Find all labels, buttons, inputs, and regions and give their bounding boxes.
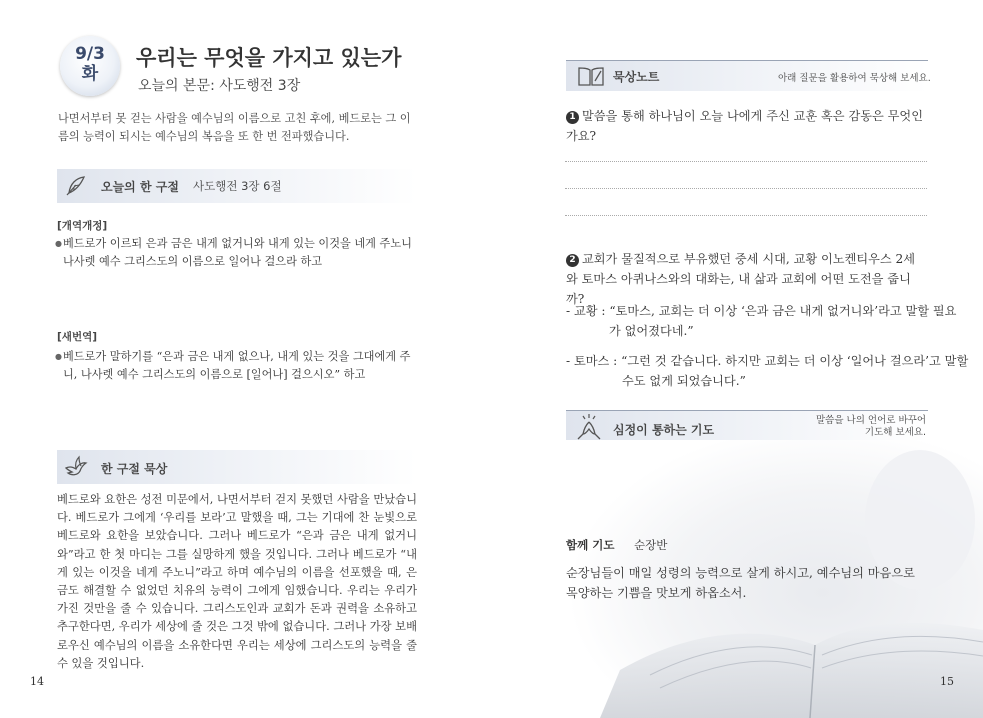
date-text: 9/3 xyxy=(75,44,105,64)
dialogue-thomas-text: “그런 것 같습니다. 하지만 교회는 더 이상 ‘일어나 걸으라’고 말할 수도 없게 되었습니다.” xyxy=(621,354,969,388)
verse-body-1: 베드로가 이르되 은과 금은 내게 없거니와 내게 있는 이것을 네게 주노니 나사렛 예수 그리스도의 이름으로 일어나 걸으라 하고 xyxy=(63,237,412,268)
question-2 xyxy=(566,249,926,309)
intro-text: 나면서부터 못 걷는 사람을 예수님의 이름으로 고친 후에, 베드로는 그 이름의 능력이 되시는 예수님의 복음을 또 한 번 전파했습니다. xyxy=(58,112,411,143)
meditation-section-label: 한 구절 묵상 xyxy=(101,462,168,476)
question-1 xyxy=(566,106,931,146)
verse-text-2 xyxy=(57,348,418,384)
together-text: 순장님들이 매일 성령의 능력으로 살게 하시고, 예수님의 마음으로 목양하는 기쁨을 맛보게 하옵소서. xyxy=(566,566,915,600)
feather-icon xyxy=(64,174,88,198)
question-2-text: 교회가 물질적으로 부유했던 중세 시대, 교황 이노켄티우스 2세와 토마스 아퀴나스와의 대화는, 내 삶과 교회에 어떤 도전을 줍니까? xyxy=(566,252,916,306)
page-title: 우리는 무엇을 가지고 있는가 xyxy=(136,46,402,70)
bullet-icon: ● xyxy=(55,352,62,361)
notes-hint: 아래 질문을 활용하여 묵상해 보세요. xyxy=(778,73,931,84)
meditation-text: 베드로와 요한은 성전 미문에서, 나면서부터 걷지 못했던 사람을 만났습니다. 베드로가 그에게 ‘우리를 보라’고 말했을 때, 그는 기대에 찬 눈빛으로 베드로와 요한을 보았습니다. 그러나 베드로가 “은과 금은 내게 없거니와”라고 한 첫 마디는 그를 실망하게 했을 것입니다. 그러나 베드로가 “내게 있는 이것을 네게 주노니”라고 하며 예수님의 이름을 선포했을 때, 은금도 해결할 수 없었던 치유의 능력이 그에게 임했습니다. 우리는 우리가 가진 것만을 줄 수 있습니다. 그리스도인과 교회가 돈과 권력을 소유하고 추구한다면, 우리가 세상에 줄 것은 그것 밖에 없습니다. 그러나 가장 보배로우신 예수님의 이름을 소유한다면 우리는 세상에 그리스도의 능력을 줄 수 있을 것입니다. xyxy=(57,493,417,670)
verse-section-label: 오늘의 한 구절 xyxy=(101,180,179,194)
date-badge xyxy=(60,36,120,96)
together-label: 함께 기도 xyxy=(566,538,615,552)
open-book-icon xyxy=(576,63,606,89)
verse-reference: 사도행전 3장 6절 xyxy=(193,179,282,193)
dove-icon xyxy=(63,454,89,480)
dialogue-pope-speaker: - 교황 : xyxy=(566,304,610,318)
answer-line-3[interactable] xyxy=(565,215,927,216)
together-group: 순장반 xyxy=(634,538,668,552)
notes-label: 묵상노트 xyxy=(613,70,660,84)
question-2-number: 2 xyxy=(566,254,579,267)
prayer-hint xyxy=(790,415,926,439)
dialogue-pope xyxy=(566,301,964,341)
question-1-text: 말씀을 통해 하나님이 오늘 나에게 주신 교훈 혹은 감동은 무엇인가요? xyxy=(566,109,923,143)
answer-line-2[interactable] xyxy=(565,188,927,189)
prayer-label: 심정이 통하는 기도 xyxy=(613,423,715,437)
verse-text-1 xyxy=(57,235,418,271)
page-subtitle: 오늘의 본문: 사도행전 3장 xyxy=(138,78,301,94)
verse-body-2: 베드로가 말하기를 “은과 금은 내게 없으나, 내게 있는 것을 그대에게 주니, 나사렛 예수 그리스도의 이름으로 [일어나] 걸으시오” 하고 xyxy=(63,350,411,381)
weekday-text: 화 xyxy=(81,64,99,84)
prayer-hint-line-2: 기도해 보세요. xyxy=(864,427,926,438)
answer-line-1[interactable] xyxy=(565,161,927,162)
page-number-right: 15 xyxy=(940,675,954,688)
page-number-left: 14 xyxy=(30,675,44,688)
dialogue-thomas-speaker: - 토마스 : xyxy=(566,354,622,368)
praying-hands-icon xyxy=(574,412,604,442)
dialogue-pope-text: “토마스, 교회는 더 이상 ‘은과 금은 내게 없거니와’라고 말할 필요가 없어졌다네.” xyxy=(609,304,957,338)
prayer-hint-line-1: 말씀을 나의 언어로 바꾸어 xyxy=(815,415,926,426)
version-tag-2: [새번역] xyxy=(57,331,98,343)
question-1-number: 1 xyxy=(566,111,579,124)
bullet-icon: ● xyxy=(55,239,62,248)
dialogue-thomas xyxy=(566,351,982,391)
version-tag-1: [개역개정] xyxy=(57,220,108,232)
